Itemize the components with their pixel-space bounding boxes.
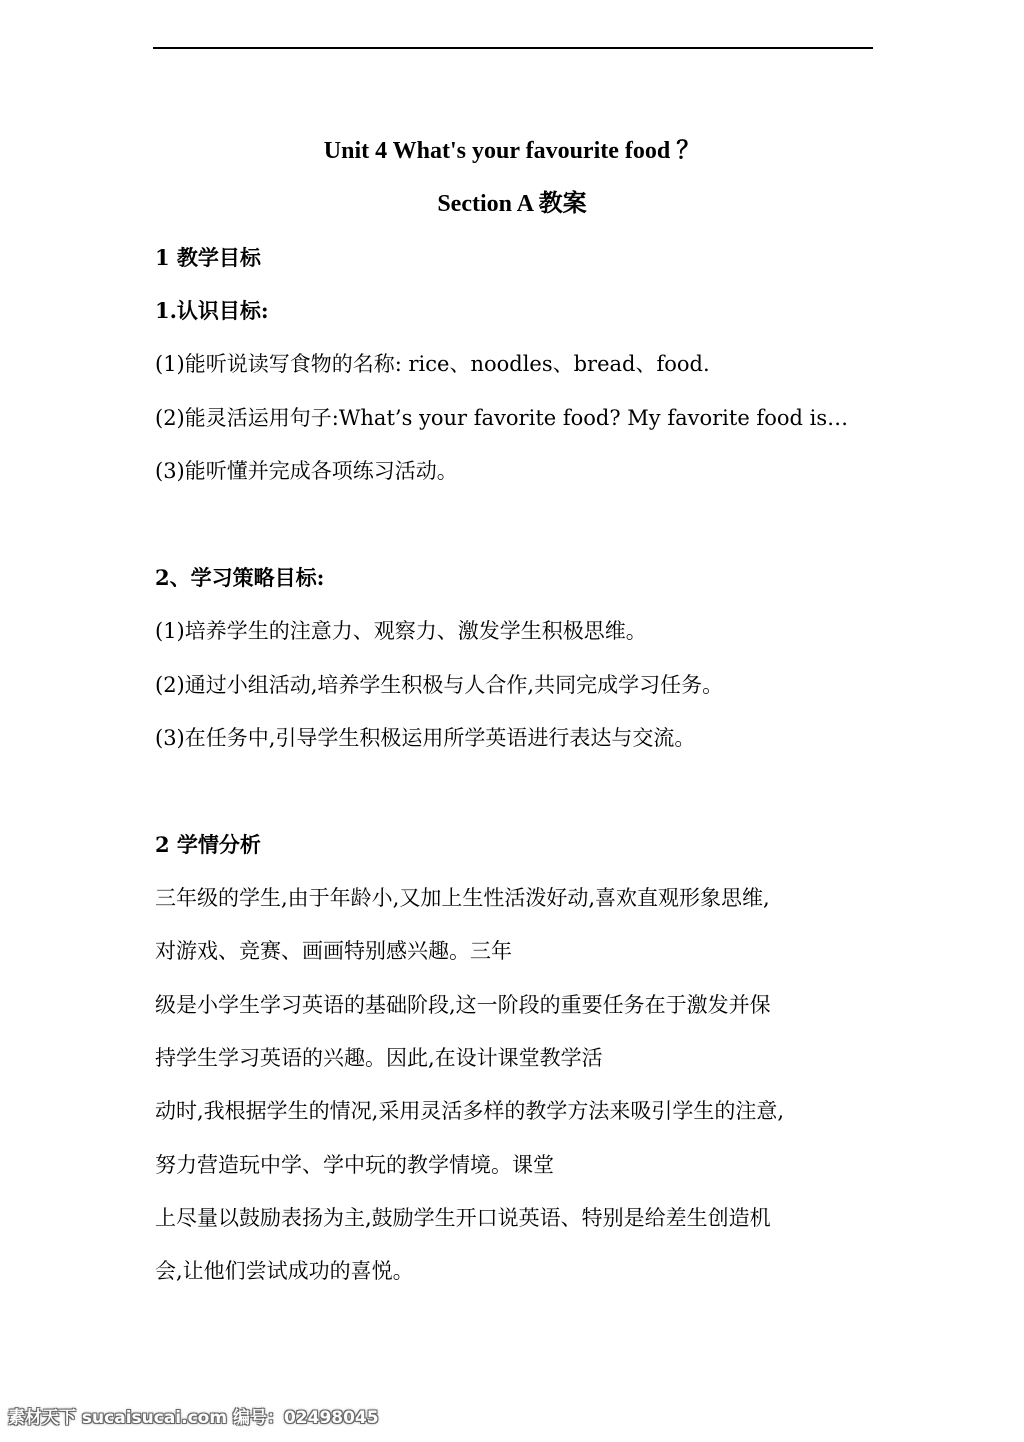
- header-rule: [153, 47, 873, 49]
- paragraph-line: 会,让他们尝试成功的喜悦。: [155, 1259, 414, 1283]
- list-item: (3)在任务中,引导学生积极运用所学英语进行表达与交流。: [155, 726, 696, 750]
- paragraph-line: 努力营造玩中学、学中玩的教学情境。课堂: [155, 1153, 554, 1177]
- paragraph-line: 持学生学习英语的兴趣。因此,在设计课堂教学活: [155, 1046, 603, 1070]
- list-item: (2)通过小组活动,培养学生积极与人合作,共同完成学习任务。: [155, 673, 724, 697]
- list-item: (3)能听懂并完成各项练习活动。: [155, 459, 458, 483]
- paragraph-line: 动时,我根据学生的情况,采用灵活多样的教学方法来吸引学生的注意,: [155, 1099, 785, 1123]
- list-item: (1)培养学生的注意力、观察力、激发学生积极思维。: [155, 619, 647, 643]
- watermark: 素材天下 sucaisucai.com 编号：02498045: [8, 1408, 379, 1428]
- paragraph-line: 对游戏、竞赛、画画特别感兴趣。三年: [155, 939, 512, 963]
- document-title: Unit 4 What's your favourite food ？: [323, 138, 701, 164]
- subheading-cognitive-goals: 1.认识目标:: [155, 298, 269, 323]
- section-heading-objectives: 1 教学目标: [155, 245, 261, 270]
- paragraph-line: 级是小学生学习英语的基础阶段,这一阶段的重要任务在于激发并保: [155, 993, 771, 1017]
- list-item: (2)能灵活运用句子:What’s your favorite food? My favorite food is…: [155, 406, 849, 430]
- paragraph-line: 上尽量以鼓励表扬为主,鼓励学生开口说英语、特别是给差生创造机: [155, 1206, 771, 1230]
- subheading-strategy-goals: 2、学习策略目标:: [155, 565, 325, 590]
- list-item: (1)能听说读写食物的名称: rice、noodles、bread、food.: [155, 352, 710, 376]
- document-subtitle: Section A 教案: [437, 191, 587, 217]
- section-heading-analysis: 2 学情分析: [155, 832, 261, 857]
- paragraph-line: 三年级的学生,由于年龄小,又加上生性活泼好动,喜欢直观形象思维,: [155, 886, 770, 910]
